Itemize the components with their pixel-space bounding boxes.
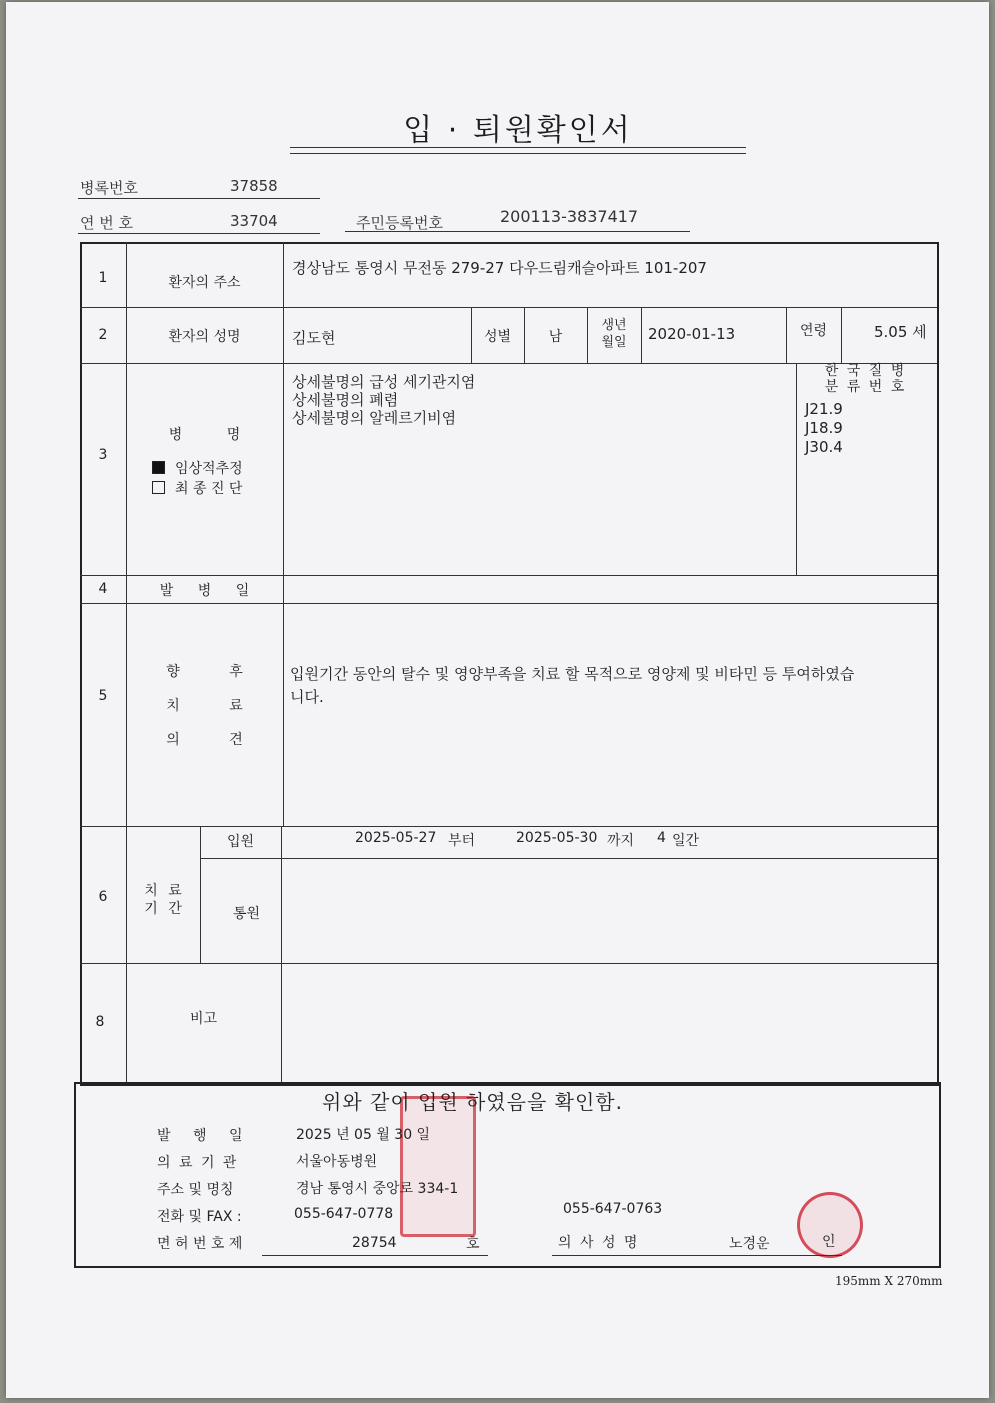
admission-label: 입원 — [226, 834, 255, 850]
age-label: 연령 — [799, 323, 828, 339]
rrn-label: 주민등록번호 — [356, 214, 443, 232]
option-clinical-label: 임상적추정 — [175, 461, 243, 477]
outpatient-label: 통원 — [232, 906, 261, 922]
institution-label: 의 료 기 관 — [157, 1155, 237, 1171]
row-number-2: 2 — [98, 327, 108, 343]
age-value: 5.05 세 — [874, 323, 927, 341]
address-label: 환자의 주소 — [168, 275, 241, 291]
row-number-3: 3 — [98, 447, 108, 463]
doctor-line — [552, 1255, 842, 1256]
kcd-header-2: 분 류 번 호 — [824, 379, 907, 395]
institution-value: 서울아동병원 — [296, 1154, 378, 1170]
diagnosis-1: 상세불명의 급성 세기관지염 — [292, 373, 476, 391]
kcd-code-1: J21.9 — [805, 400, 843, 418]
issue-date-label: 발 행 일 — [157, 1128, 243, 1144]
phone-value: 055-647-0778 — [294, 1206, 394, 1222]
phone-fax-label: 전화 및 FAX : — [157, 1209, 242, 1225]
license-line — [262, 1255, 488, 1256]
serial-number-line — [78, 233, 320, 234]
record-number-label: 병록번호 — [80, 179, 138, 197]
birth-date-value: 2020-01-13 — [648, 325, 736, 343]
doctor-name-label: 의 사 성 명 — [558, 1235, 638, 1251]
seal-mark: 인 — [822, 1234, 836, 1250]
admission-from-word: 부터 — [448, 833, 476, 849]
future-label-3: 의 견 — [166, 732, 243, 748]
future-label-2: 치 료 — [166, 698, 243, 714]
diagnosis-3: 상세불명의 알레르기비염 — [292, 409, 457, 427]
admission-from-date: 2025-05-27 — [355, 830, 437, 846]
row-number-1: 1 — [98, 270, 108, 286]
future-label-1: 향 후 — [166, 664, 243, 680]
patient-name-label: 환자의 성명 — [168, 329, 241, 345]
col-divider — [641, 307, 642, 363]
row-divider — [80, 575, 937, 576]
opinion-line-1: 입원기간 동안의 탈수 및 영양부족을 치료 할 목적으로 영양제 및 비타민 등 투여하였습 — [290, 665, 855, 683]
address-value: 경상남도 통영시 무전동 279-27 다우드림캐슬아파트 101-207 — [292, 259, 707, 277]
institution-address: 경남 통영시 중앙로 334-1 — [296, 1181, 459, 1197]
col-divider — [281, 826, 282, 1082]
checkbox-final-icon — [152, 481, 165, 494]
treatment-period-label-2: 기 간 — [144, 901, 182, 917]
document-title: 입 · 퇴원확인서 — [403, 113, 633, 148]
row-number-6: 6 — [98, 889, 108, 905]
doctor-name-value: 노경운 — [729, 1236, 770, 1252]
serial-number-label: 연 번 호 — [80, 214, 134, 232]
sex-label: 성별 — [483, 329, 512, 345]
rrn-value: 200113-3837417 — [500, 207, 639, 226]
admission-days-word: 일간 — [672, 833, 700, 849]
record-number-value: 37858 — [230, 177, 278, 195]
paper-size-label: 195mm X 270mm — [835, 1274, 943, 1288]
opinion-line-2: 니다. — [290, 688, 324, 706]
title-underline — [290, 147, 746, 148]
birth-label-2: 월일 — [601, 335, 627, 350]
license-label: 면 허 번 호 제 — [157, 1236, 243, 1252]
birth-label-1: 생년 — [601, 318, 627, 333]
title-underline-2 — [290, 153, 746, 154]
license-value: 28754 — [352, 1235, 397, 1251]
kcd-code-2: J18.9 — [805, 419, 843, 437]
row-divider — [80, 603, 937, 604]
option-clinical — [152, 458, 243, 478]
diagnosis-2: 상세불명의 폐렴 — [292, 391, 399, 409]
admission-to-date: 2025-05-30 — [516, 830, 598, 846]
col-divider — [841, 307, 842, 363]
row-divider — [80, 307, 937, 308]
col-divider — [283, 242, 284, 826]
confirmation-statement: 위와 같이 입원 하였음을 확인함. — [322, 1090, 623, 1114]
option-final — [152, 478, 242, 498]
row-number-8: 8 — [95, 1014, 105, 1030]
patient-name-value: 김도현 — [292, 329, 336, 347]
row-divider — [80, 963, 937, 964]
hospital-stamp — [400, 1096, 476, 1237]
onset-date-label: 발 병 일 — [159, 583, 250, 599]
row-number-5: 5 — [98, 688, 108, 704]
row-divider — [200, 858, 937, 859]
treatment-period-label-1: 치 료 — [144, 883, 182, 899]
admission-days: 4 — [657, 830, 666, 846]
admission-to-word: 까지 — [607, 833, 635, 849]
kcd-header-1: 한 국 질 병 — [824, 363, 907, 379]
row-number-4: 4 — [98, 581, 108, 597]
rrn-line — [345, 231, 690, 232]
option-final-label: 최 종 진 단 — [175, 481, 243, 497]
row-divider — [80, 826, 937, 827]
issue-date-value: 2025 년 05 월 30 일 — [296, 1127, 431, 1143]
address-name-label: 주소 및 명칭 — [157, 1182, 234, 1198]
checkbox-clinical-icon — [152, 461, 165, 474]
diagnosis-label: 병 명 — [168, 427, 241, 443]
sex-value: 남 — [548, 329, 563, 345]
fax-value: 055-647-0763 — [563, 1201, 663, 1217]
serial-number-value: 33704 — [230, 212, 278, 230]
license-suffix: 호 — [466, 1236, 480, 1252]
remarks-label: 비고 — [189, 1011, 218, 1027]
record-number-line — [78, 198, 320, 199]
kcd-code-3: J30.4 — [805, 438, 843, 456]
